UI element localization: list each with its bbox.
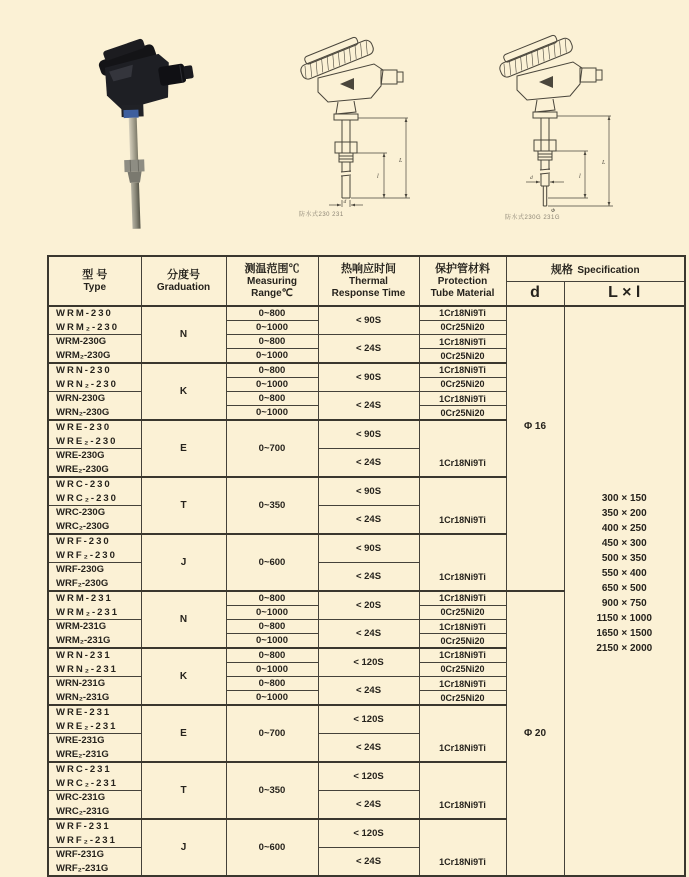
dim-label-d: d <box>344 199 347 205</box>
col-header-graduation-en: Graduation <box>142 282 226 294</box>
range-cell: 0~600 <box>226 819 318 876</box>
type-label: WRF-231 <box>49 820 141 834</box>
graduation-cell: J <box>141 534 226 591</box>
type-cell <box>48 677 141 706</box>
type-label: WRF₂-230 <box>49 549 141 563</box>
col-header-graduation-cn: 分度号 <box>142 269 226 282</box>
material-cell <box>419 477 506 534</box>
dim-label-L-right: L <box>601 160 606 166</box>
range-cell: 0~800 <box>226 335 318 349</box>
type-label: WRC₂-230G <box>49 520 141 534</box>
dim-label-d-right: d <box>530 175 533 181</box>
material-cell: 0Cr25Ni20 <box>419 349 506 363</box>
dim-label-L: L <box>398 158 403 164</box>
type-cell <box>48 819 141 848</box>
range-cell: 0~800 <box>226 648 318 662</box>
lxl-value: 300 × 150 <box>565 491 685 506</box>
material-cell: 0Cr25Ni20 <box>419 320 506 334</box>
type-cell <box>48 563 141 592</box>
type-label: WRN₂-230G <box>49 406 141 420</box>
drawing-230-caption: 防水式230 231 <box>299 209 344 218</box>
type-label: WRE₂-231 <box>49 720 141 734</box>
type-cell <box>48 620 141 649</box>
table-row <box>48 306 685 320</box>
type-label: WRN₂-231G <box>49 691 141 705</box>
drawing-230-image <box>288 22 428 214</box>
type-label: WRE-230G <box>49 449 141 463</box>
type-label: WRF₂-231 <box>49 834 141 848</box>
type-label: WRF₂-231G <box>49 862 141 876</box>
thermal-cell: < 24S <box>318 449 419 478</box>
col-header-type <box>48 256 141 306</box>
col-header-lxl: L × l <box>564 281 685 306</box>
lxl-value: 900 × 750 <box>565 596 685 611</box>
thermal-cell: < 24S <box>318 734 419 763</box>
diameter-cell <box>506 306 564 591</box>
lxl-value: 650 × 500 <box>565 581 685 596</box>
type-label: WRN-231G <box>49 677 141 691</box>
range-cell: 0~800 <box>226 363 318 377</box>
range-cell: 0~1000 <box>226 634 318 648</box>
thermal-cell: < 90S <box>318 363 419 392</box>
thermal-cell: < 90S <box>318 477 419 506</box>
range-cell: 0~1000 <box>226 406 318 420</box>
type-label: WRF-230G <box>49 563 141 577</box>
drawing-230G-image <box>487 20 637 216</box>
material-cell <box>419 534 506 591</box>
type-label: WRC-231G <box>49 791 141 805</box>
type-label: WRN-230 <box>49 364 141 378</box>
type-cell <box>48 791 141 820</box>
graduation-cell: E <box>141 705 226 762</box>
type-label: WRE₂-230 <box>49 435 141 449</box>
graduation-cell: E <box>141 420 226 477</box>
material-cell: 0Cr25Ni20 <box>419 634 506 648</box>
range-cell: 0~350 <box>226 762 318 819</box>
graduation-cell: N <box>141 306 226 363</box>
material-cell: 0Cr25Ni20 <box>419 605 506 619</box>
graduation-cell: N <box>141 591 226 648</box>
graduation-cell: K <box>141 648 226 705</box>
thermal-cell: < 24S <box>318 791 419 820</box>
range-cell: 0~1000 <box>226 605 318 619</box>
graduation-cell: K <box>141 363 226 420</box>
range-cell: 0~350 <box>226 477 318 534</box>
type-label: WRC₂-230 <box>49 492 141 506</box>
lxl-value: 350 × 200 <box>565 506 685 521</box>
type-label: WRC-230G <box>49 506 141 520</box>
col-header-protection <box>419 256 506 306</box>
lxl-value: 1650 × 1500 <box>565 626 685 641</box>
thermal-cell: < 90S <box>318 534 419 563</box>
type-cell <box>48 335 141 364</box>
drawing-waterproof-230-231 <box>288 22 428 219</box>
thermal-cell: < 20S <box>318 591 419 620</box>
type-cell <box>48 705 141 734</box>
material-label: 1Cr18Ni9Ti <box>420 515 506 533</box>
lxl-value: 450 × 300 <box>565 536 685 551</box>
range-cell: 0~700 <box>226 420 318 477</box>
material-cell: 1Cr18Ni9Ti <box>419 591 506 605</box>
drawing-230G-caption: 防水式230G 231G <box>505 212 560 221</box>
col-header-d: d <box>506 281 564 306</box>
type-cell <box>48 306 141 335</box>
type-label: WRN-230G <box>49 392 141 406</box>
diameter-label: Φ 16 <box>507 421 564 432</box>
thermocouple-photo <box>75 16 235 241</box>
col-header-thermal <box>318 256 419 306</box>
type-label: WRM-230G <box>49 335 141 349</box>
dim-label-l-right: l <box>579 174 581 180</box>
type-label: WRM-230 <box>49 307 141 321</box>
range-cell: 0~1000 <box>226 377 318 391</box>
range-cell: 0~1000 <box>226 662 318 676</box>
col-header-graduation <box>141 256 226 306</box>
type-cell <box>48 449 141 478</box>
type-cell <box>48 477 141 506</box>
material-cell: 1Cr18Ni9Ti <box>419 620 506 634</box>
lxl-list <box>565 491 685 656</box>
diameter-cell <box>506 591 564 876</box>
col-header-protection-cn: 保护管材料 <box>420 263 506 276</box>
type-cell <box>48 506 141 535</box>
drawing-waterproof-230G-231G <box>487 20 637 221</box>
type-label: WRC-231 <box>49 763 141 777</box>
type-cell <box>48 648 141 677</box>
material-cell: 1Cr18Ni9Ti <box>419 363 506 377</box>
thermal-cell: < 90S <box>318 306 419 335</box>
material-cell: 1Cr18Ni9Ti <box>419 648 506 662</box>
graduation-cell: J <box>141 819 226 876</box>
lxl-value: 500 × 350 <box>565 551 685 566</box>
thermal-cell: < 24S <box>318 677 419 706</box>
material-cell: 0Cr25Ni20 <box>419 406 506 420</box>
type-cell <box>48 848 141 877</box>
lxl-value: 550 × 400 <box>565 566 685 581</box>
thermal-cell: < 24S <box>318 848 419 877</box>
type-cell <box>48 591 141 620</box>
range-cell: 0~800 <box>226 620 318 634</box>
material-label: 1Cr18Ni9Ti <box>420 458 506 476</box>
range-cell: 0~800 <box>226 392 318 406</box>
thermal-cell: < 120S <box>318 762 419 791</box>
spec-table <box>47 255 686 877</box>
graduation-cell: T <box>141 762 226 819</box>
thermal-cell: < 120S <box>318 648 419 677</box>
col-header-range <box>226 256 318 306</box>
type-label: WRF-231G <box>49 848 141 862</box>
type-cell <box>48 363 141 392</box>
material-cell: 0Cr25Ni20 <box>419 377 506 391</box>
col-header-protection-en2: Tube Material <box>420 288 506 300</box>
material-cell: 1Cr18Ni9Ti <box>419 335 506 349</box>
type-cell <box>48 734 141 763</box>
range-cell: 0~800 <box>226 306 318 320</box>
material-cell <box>419 819 506 876</box>
type-label: WRC-230 <box>49 478 141 492</box>
col-header-range-cn: 测温范围℃ <box>227 263 318 276</box>
material-cell <box>419 762 506 819</box>
type-label: WRE-230 <box>49 421 141 435</box>
col-header-thermal-en2: Response Time <box>319 288 419 300</box>
material-cell: 1Cr18Ni9Ti <box>419 392 506 406</box>
material-label: 1Cr18Ni9Ti <box>420 572 506 590</box>
lxl-value: 400 × 250 <box>565 521 685 536</box>
range-cell: 0~700 <box>226 705 318 762</box>
diameter-label: Φ 20 <box>507 728 564 739</box>
material-label: 1Cr18Ni9Ti <box>420 857 506 875</box>
col-header-spec-en: Specification <box>577 265 639 276</box>
thermal-cell: < 120S <box>318 819 419 848</box>
thermocouple-photo-image <box>75 16 235 236</box>
col-header-protection-en1: Protection <box>420 276 506 288</box>
range-cell: 0~1000 <box>226 691 318 705</box>
thermal-cell: < 120S <box>318 705 419 734</box>
type-label: WRC₂-231 <box>49 777 141 791</box>
col-header-thermal-cn: 热响应时间 <box>319 263 419 276</box>
thermal-cell: < 24S <box>318 335 419 364</box>
dim-label-l: l <box>377 174 379 180</box>
col-header-thermal-en1: Thermal <box>319 276 419 288</box>
spec-table-body <box>48 306 685 876</box>
type-label: WRE₂-231G <box>49 748 141 762</box>
type-cell <box>48 392 141 421</box>
type-label: WRE-231 <box>49 706 141 720</box>
type-label: WRF₂-230G <box>49 577 141 591</box>
col-header-range-en2: Range℃ <box>227 288 318 300</box>
type-cell <box>48 420 141 449</box>
type-label: WRE₂-230G <box>49 463 141 477</box>
col-header-spec-cn: 规格 <box>551 264 573 276</box>
dim-label-phi: Φ <box>551 208 556 214</box>
material-cell <box>419 705 506 762</box>
type-label: WRM₂-231G <box>49 634 141 648</box>
thermal-cell: < 24S <box>318 506 419 535</box>
type-label: WRC₂-231G <box>49 805 141 819</box>
material-cell <box>419 420 506 477</box>
type-label: WRN-231 <box>49 649 141 663</box>
spec-table-header <box>48 256 685 306</box>
range-cell: 0~800 <box>226 677 318 691</box>
lxl-value: 2150 × 2000 <box>565 641 685 656</box>
type-label: WRN₂-230 <box>49 378 141 392</box>
thermal-cell: < 90S <box>318 420 419 449</box>
type-label: WRN₂-231 <box>49 663 141 677</box>
range-cell: 0~1000 <box>226 320 318 334</box>
range-cell: 0~600 <box>226 534 318 591</box>
col-header-spec <box>506 256 685 281</box>
material-label: 1Cr18Ni9Ti <box>420 743 506 761</box>
lxl-cell <box>564 306 685 876</box>
range-cell: 0~800 <box>226 591 318 605</box>
type-label: WRM₂-230 <box>49 321 141 335</box>
material-label: 1Cr18Ni9Ti <box>420 800 506 818</box>
thermal-cell: < 24S <box>318 620 419 649</box>
type-label: WRF-230 <box>49 535 141 549</box>
type-label: WRM-231G <box>49 620 141 634</box>
type-cell <box>48 762 141 791</box>
lxl-value: 1150 × 1000 <box>565 611 685 626</box>
thermal-cell: < 24S <box>318 392 419 421</box>
material-cell: 0Cr25Ni20 <box>419 691 506 705</box>
col-header-type-cn: 型 号 <box>49 269 141 282</box>
thermal-cell: < 24S <box>318 563 419 592</box>
type-label: WRM₂-231 <box>49 606 141 620</box>
material-cell: 1Cr18Ni9Ti <box>419 677 506 691</box>
range-cell: 0~1000 <box>226 349 318 363</box>
col-header-type-en: Type <box>49 282 141 294</box>
type-label: WRM₂-230G <box>49 349 141 363</box>
type-label: WRM-231 <box>49 592 141 606</box>
type-label: WRE-231G <box>49 734 141 748</box>
col-header-range-en1: Measuring <box>227 276 318 288</box>
material-cell: 0Cr25Ni20 <box>419 662 506 676</box>
material-cell: 1Cr18Ni9Ti <box>419 306 506 320</box>
graduation-cell: T <box>141 477 226 534</box>
type-cell <box>48 534 141 563</box>
